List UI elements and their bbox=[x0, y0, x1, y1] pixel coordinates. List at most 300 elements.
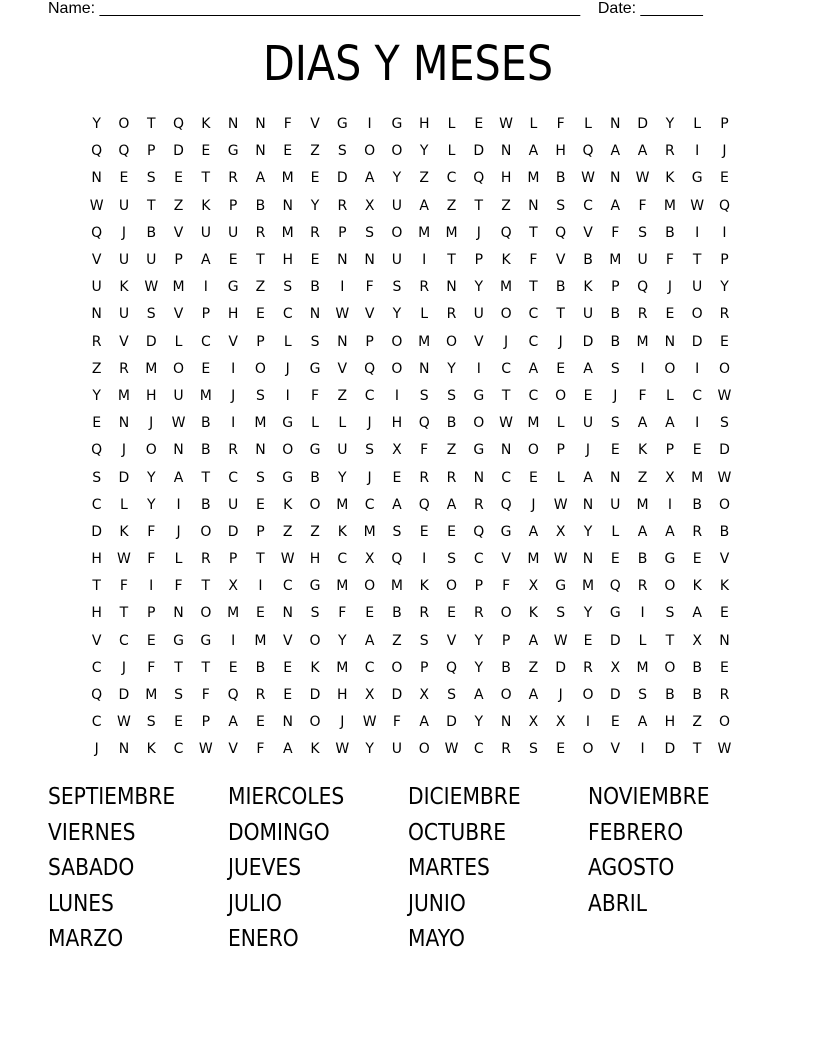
grid-letter: F bbox=[256, 741, 265, 758]
word-list-item: DOMINGO bbox=[228, 819, 330, 846]
grid-letter: A bbox=[583, 360, 593, 377]
grid-letter: U bbox=[146, 252, 157, 269]
grid-letter: C bbox=[364, 496, 375, 513]
grid-letter: N bbox=[610, 469, 621, 486]
grid-letter: Q bbox=[418, 496, 430, 513]
grid-letter: Q bbox=[445, 659, 458, 676]
grid-letter: A bbox=[528, 143, 539, 160]
grid-row bbox=[83, 437, 743, 464]
grid-letter: K bbox=[310, 659, 320, 676]
word-list-item: OCTUBRE bbox=[408, 819, 506, 846]
grid-letter: R bbox=[719, 687, 730, 704]
word-list bbox=[48, 780, 788, 958]
grid-letter: Q bbox=[555, 224, 567, 241]
grid-letter: R bbox=[473, 496, 484, 513]
grid-letter: I bbox=[258, 578, 263, 595]
grid-letter: D bbox=[309, 687, 321, 704]
grid-letter: Q bbox=[173, 116, 185, 133]
grid-letter: O bbox=[664, 659, 676, 676]
grid-letter: J bbox=[231, 387, 236, 404]
word-list-item: ABRIL bbox=[588, 890, 648, 917]
grid-letter: T bbox=[201, 578, 211, 595]
grid-letter: J bbox=[476, 224, 481, 241]
grid-letter: P bbox=[720, 252, 729, 269]
grid-letter: K bbox=[119, 523, 129, 540]
grid-letter: W bbox=[144, 279, 159, 296]
grid-letter: F bbox=[147, 523, 156, 540]
grid-letter: V bbox=[446, 632, 457, 649]
grid-letter: O bbox=[391, 659, 403, 676]
grid-letter: O bbox=[309, 632, 321, 649]
grid-letter: T bbox=[201, 469, 211, 486]
grid-letter: D bbox=[609, 632, 621, 649]
grid-letter: G bbox=[309, 442, 321, 459]
grid-letter: M bbox=[254, 415, 267, 432]
grid-letter: S bbox=[92, 469, 102, 486]
grid-letter: I bbox=[667, 496, 672, 513]
grid-row bbox=[83, 111, 743, 138]
grid-letter: I bbox=[695, 360, 700, 377]
grid-row bbox=[83, 600, 743, 627]
grid-letter: M bbox=[609, 252, 622, 269]
grid-letter: N bbox=[255, 143, 266, 160]
grid-letter: A bbox=[610, 197, 621, 214]
grid-letter: F bbox=[283, 116, 292, 133]
grid-letter: U bbox=[118, 197, 130, 214]
grid-letter: V bbox=[228, 333, 238, 350]
grid-letter: V bbox=[173, 306, 184, 323]
grid-letter: I bbox=[640, 360, 645, 377]
grid-letter: P bbox=[419, 659, 429, 676]
grid-letter: M bbox=[336, 496, 349, 513]
grid-letter: R bbox=[419, 279, 430, 296]
grid-letter: C bbox=[337, 551, 348, 568]
grid-letter: N bbox=[227, 116, 239, 133]
grid-letter: C bbox=[692, 387, 703, 404]
grid-letter: E bbox=[610, 442, 620, 459]
grid-letter: X bbox=[610, 659, 621, 676]
grid-letter: W bbox=[635, 170, 650, 187]
grid-letter: P bbox=[201, 714, 211, 731]
grid-letter: U bbox=[610, 496, 621, 513]
grid-letter: P bbox=[611, 279, 620, 296]
grid-letter: W bbox=[335, 306, 350, 323]
grid-letter: A bbox=[528, 687, 539, 704]
grid-letter: D bbox=[91, 523, 103, 540]
grid-row bbox=[83, 274, 743, 301]
grid-letter: E bbox=[310, 252, 320, 269]
grid-letter: J bbox=[149, 415, 154, 432]
grid-letter: M bbox=[527, 551, 540, 568]
grid-letter: X bbox=[392, 442, 402, 459]
grid-letter: B bbox=[310, 279, 320, 296]
grid-letter: S bbox=[283, 279, 293, 296]
grid-letter: I bbox=[422, 551, 427, 568]
grid-letter: B bbox=[201, 415, 211, 432]
grid-letter: N bbox=[309, 306, 321, 323]
grid-letter: G bbox=[200, 632, 212, 649]
grid-letter: P bbox=[201, 306, 211, 323]
grid-letter: X bbox=[528, 714, 539, 731]
grid-letter: S bbox=[556, 605, 566, 622]
grid-letter: J bbox=[121, 659, 127, 676]
grid-letter: A bbox=[528, 523, 539, 540]
grid-letter: L bbox=[529, 116, 538, 133]
grid-letter: Q bbox=[91, 143, 103, 160]
grid-letter: D bbox=[118, 687, 130, 704]
grid-letter: C bbox=[173, 741, 184, 758]
grid-letter: B bbox=[610, 306, 621, 323]
grid-letter: B bbox=[555, 279, 566, 296]
grid-letter: F bbox=[338, 605, 347, 622]
grid-letter: Q bbox=[118, 143, 130, 160]
grid-letter: K bbox=[146, 741, 156, 758]
grid-letter: I bbox=[695, 143, 700, 160]
grid-letter: K bbox=[201, 197, 211, 214]
grid-letter: J bbox=[176, 523, 181, 540]
grid-letter: R bbox=[228, 442, 238, 459]
grid-letter: G bbox=[173, 632, 184, 649]
grid-letter: A bbox=[228, 714, 238, 731]
grid-letter: O bbox=[418, 741, 430, 758]
grid-letter: H bbox=[282, 252, 293, 269]
grid-letter: Y bbox=[92, 387, 101, 404]
word-list-item: AGOSTO bbox=[588, 855, 675, 881]
grid-letter: N bbox=[473, 469, 485, 486]
grid-letter: N bbox=[582, 551, 594, 568]
grid-letter: E bbox=[256, 714, 265, 731]
grid-letter: E bbox=[92, 415, 102, 432]
grid-letter: V bbox=[583, 224, 593, 241]
grid-letter: H bbox=[664, 714, 676, 731]
grid-letter: J bbox=[367, 469, 372, 486]
grid-letter: C bbox=[119, 632, 129, 649]
grid-letter: Q bbox=[582, 143, 594, 160]
grid-letter: C bbox=[91, 496, 102, 513]
grid-letter: W bbox=[553, 496, 568, 513]
grid-row bbox=[83, 492, 743, 519]
grid-letter: B bbox=[583, 252, 593, 269]
grid-letter: N bbox=[337, 252, 348, 269]
grid-letter: V bbox=[119, 333, 129, 350]
grid-letter: K bbox=[283, 496, 293, 513]
grid-letter: Q bbox=[227, 687, 239, 704]
grid-letter: E bbox=[392, 469, 402, 486]
grid-letter: P bbox=[174, 252, 183, 269]
page-title: DIAS Y MESES bbox=[262, 36, 554, 92]
grid-letter: S bbox=[365, 442, 375, 459]
word-list-item: FEBRERO bbox=[588, 819, 684, 846]
grid-letter: W bbox=[335, 741, 350, 758]
grid-letter: O bbox=[527, 442, 539, 459]
grid-letter: P bbox=[256, 333, 265, 350]
grid-letter: Z bbox=[446, 197, 457, 214]
grid-letter: C bbox=[282, 306, 293, 323]
grid-letter: E bbox=[174, 170, 183, 187]
grid-letter: W bbox=[280, 551, 295, 568]
grid-row bbox=[83, 709, 743, 736]
grid-letter: G bbox=[391, 116, 403, 133]
grid-letter: M bbox=[363, 523, 376, 540]
grid-letter: Q bbox=[718, 197, 730, 214]
grid-letter: Q bbox=[418, 415, 430, 432]
grid-letter: U bbox=[391, 197, 403, 214]
grid-letter: Y bbox=[146, 496, 156, 513]
grid-letter: M bbox=[281, 170, 294, 187]
grid-letter: H bbox=[337, 687, 348, 704]
grid-letter: S bbox=[638, 687, 648, 704]
grid-letter: T bbox=[119, 605, 129, 622]
grid-letter: V bbox=[501, 551, 511, 568]
grid-letter: E bbox=[283, 687, 293, 704]
grid-letter: Y bbox=[720, 279, 729, 296]
grid-letter: E bbox=[720, 170, 729, 187]
grid-letter: R bbox=[446, 306, 457, 323]
grid-letter: Z bbox=[637, 469, 648, 486]
grid-letter: L bbox=[120, 496, 128, 513]
grid-letter: E bbox=[556, 360, 566, 377]
grid-letter: L bbox=[447, 143, 456, 160]
grid-letter: L bbox=[611, 523, 620, 540]
grid-letter: Z bbox=[310, 143, 320, 160]
grid-letter: N bbox=[719, 632, 730, 649]
grid-letter: E bbox=[256, 306, 265, 323]
grid-letter: P bbox=[365, 333, 374, 350]
grid-row bbox=[83, 329, 743, 356]
grid-letter: R bbox=[255, 224, 266, 241]
grid-letter: T bbox=[201, 170, 211, 187]
grid-letter: K bbox=[692, 578, 702, 595]
grid-letter: S bbox=[638, 224, 648, 241]
grid-letter: S bbox=[365, 224, 375, 241]
grid-letter: A bbox=[392, 496, 402, 513]
grid-letter: O bbox=[500, 306, 512, 323]
grid-letter: N bbox=[610, 116, 621, 133]
grid-letter: O bbox=[173, 360, 185, 377]
grid-letter: O bbox=[718, 496, 730, 513]
grid-letter: H bbox=[418, 116, 430, 133]
word-list-item: ENERO bbox=[228, 926, 299, 952]
grid-letter: F bbox=[174, 578, 183, 595]
grid-letter: D bbox=[719, 442, 730, 459]
grid-letter: O bbox=[664, 360, 676, 377]
grid-letter: N bbox=[255, 442, 266, 459]
grid-letter: M bbox=[145, 687, 158, 704]
grid-letter: J bbox=[585, 442, 591, 459]
grid-letter: Q bbox=[500, 224, 512, 241]
grid-letter: D bbox=[609, 687, 621, 704]
grid-letter: B bbox=[201, 442, 211, 459]
grid-letter: S bbox=[556, 197, 566, 214]
grid-letter: V bbox=[282, 632, 293, 649]
grid-letter: O bbox=[118, 116, 130, 133]
grid-letter: E bbox=[528, 469, 538, 486]
grid-letter: M bbox=[663, 197, 676, 214]
word-list-item: MARTES bbox=[408, 855, 490, 881]
grid-letter: E bbox=[447, 523, 456, 540]
grid-letter: V bbox=[91, 252, 102, 269]
grid-letter: H bbox=[91, 605, 102, 622]
grid-letter: C bbox=[528, 306, 539, 323]
grid-letter: G bbox=[691, 170, 703, 187]
grid-letter: O bbox=[718, 360, 730, 377]
grid-letter: T bbox=[529, 224, 538, 241]
grid-letter: U bbox=[200, 224, 211, 241]
grid-letter: Y bbox=[338, 632, 347, 649]
grid-letter: K bbox=[665, 170, 675, 187]
grid-letter: P bbox=[720, 116, 729, 133]
grid-letter: Y bbox=[92, 116, 101, 133]
grid-letter: V bbox=[474, 333, 484, 350]
grid-letter: A bbox=[282, 741, 293, 758]
grid-letter: C bbox=[501, 469, 511, 486]
grid-letter: K bbox=[419, 578, 429, 595]
grid-letter: R bbox=[637, 306, 648, 323]
grid-letter: Z bbox=[282, 523, 293, 540]
grid-letter: M bbox=[691, 469, 704, 486]
grid-letter: W bbox=[553, 632, 568, 649]
grid-letter: S bbox=[310, 605, 320, 622]
grid-letter: U bbox=[228, 224, 239, 241]
grid-letter: A bbox=[474, 687, 484, 704]
grid-letter: P bbox=[147, 143, 156, 160]
grid-letter: E bbox=[610, 714, 620, 731]
grid-letter: U bbox=[228, 496, 239, 513]
grid-letter: I bbox=[203, 279, 208, 296]
word-list-item: VIERNES bbox=[48, 819, 136, 846]
grid-row bbox=[83, 573, 743, 600]
grid-letter: N bbox=[173, 605, 184, 622]
grid-letter: E bbox=[720, 333, 729, 350]
grid-letter: M bbox=[636, 659, 649, 676]
grid-letter: D bbox=[664, 741, 676, 758]
grid-letter: O bbox=[500, 687, 512, 704]
word-list-item: NOVIEMBRE bbox=[588, 784, 710, 810]
grid-letter: M bbox=[199, 387, 212, 404]
grid-letter: R bbox=[337, 197, 348, 214]
grid-letter: N bbox=[364, 252, 375, 269]
grid-letter: T bbox=[201, 659, 211, 676]
grid-letter: M bbox=[254, 632, 267, 649]
grid-letter: Q bbox=[500, 496, 512, 513]
grid-letter: R bbox=[501, 741, 511, 758]
grid-letter: X bbox=[665, 469, 675, 486]
grid-letter: Y bbox=[474, 659, 484, 676]
grid-letter: J bbox=[340, 714, 345, 731]
grid-row bbox=[83, 301, 743, 328]
grid-letter: Q bbox=[91, 224, 103, 241]
grid-letter: J bbox=[558, 333, 563, 350]
grid-letter: P bbox=[474, 252, 484, 269]
grid-letter: I bbox=[340, 279, 345, 296]
grid-letter: S bbox=[665, 605, 675, 622]
grid-letter: W bbox=[171, 415, 186, 432]
grid-letter: R bbox=[719, 306, 730, 323]
grid-letter: E bbox=[610, 551, 620, 568]
grid-letter: Z bbox=[392, 632, 402, 649]
grid-letter: C bbox=[200, 333, 211, 350]
grid-letter: O bbox=[200, 523, 212, 540]
grid-letter: C bbox=[473, 551, 484, 568]
grid-letter: R bbox=[665, 143, 675, 160]
grid-letter: Y bbox=[583, 523, 593, 540]
grid-letter: J bbox=[367, 415, 372, 432]
grid-letter: I bbox=[640, 605, 645, 622]
grid-letter: Y bbox=[392, 306, 402, 323]
grid-letter: E bbox=[310, 170, 320, 187]
grid-letter: F bbox=[665, 252, 674, 269]
grid-letter: E bbox=[692, 442, 702, 459]
grid-letter: X bbox=[555, 714, 566, 731]
grid-letter: M bbox=[418, 224, 431, 241]
grid-letter: Z bbox=[501, 197, 511, 214]
grid-letter: P bbox=[147, 605, 156, 622]
grid-letter: Y bbox=[474, 714, 484, 731]
grid-letter: G bbox=[609, 605, 621, 622]
grid-letter: T bbox=[529, 279, 538, 296]
grid-letter: I bbox=[367, 116, 372, 133]
grid-letter: U bbox=[473, 306, 484, 323]
grid-letter: W bbox=[117, 551, 131, 568]
grid-letter: I bbox=[231, 632, 236, 649]
grid-letter: L bbox=[638, 632, 647, 649]
grid-letter: S bbox=[610, 415, 620, 432]
grid-letter: T bbox=[556, 306, 565, 323]
grid-letter: A bbox=[364, 632, 375, 649]
grid-letter: R bbox=[419, 469, 430, 486]
grid-letter: K bbox=[637, 442, 648, 459]
grid-letter: B bbox=[692, 496, 702, 513]
grid-letter: O bbox=[364, 578, 376, 595]
grid-letter: O bbox=[145, 442, 157, 459]
grid-letter: D bbox=[446, 714, 457, 731]
grid-letter: E bbox=[419, 523, 429, 540]
grid-letter: G bbox=[336, 116, 348, 133]
grid-letter: O bbox=[664, 578, 676, 595]
grid-letter: N bbox=[418, 360, 430, 377]
grid-letter: B bbox=[637, 551, 648, 568]
grid-letter: S bbox=[146, 306, 156, 323]
grid-letter: R bbox=[419, 605, 430, 622]
grid-letter: N bbox=[664, 333, 676, 350]
grid-letter: R bbox=[473, 605, 484, 622]
grid-letter: N bbox=[528, 197, 539, 214]
grid-letter: Z bbox=[419, 170, 429, 187]
grid-letter: E bbox=[720, 659, 729, 676]
grid-letter: L bbox=[665, 387, 674, 404]
grid-row bbox=[83, 165, 743, 192]
grid-letter: O bbox=[364, 143, 376, 160]
grid-letter: E bbox=[447, 605, 456, 622]
grid-letter: B bbox=[501, 659, 511, 676]
grid-letter: N bbox=[282, 714, 293, 731]
grid-letter: I bbox=[695, 415, 700, 432]
grid-letter: K bbox=[719, 578, 730, 595]
grid-letter: M bbox=[527, 170, 540, 187]
grid-letter: D bbox=[173, 143, 184, 160]
word-list-item: MIERCOLES bbox=[228, 784, 345, 810]
grid-letter: Q bbox=[91, 442, 103, 459]
grid-letter: P bbox=[228, 197, 238, 214]
grid-letter: M bbox=[636, 333, 649, 350]
grid-letter: J bbox=[613, 387, 618, 404]
grid-letter: W bbox=[117, 714, 131, 731]
grid-letter: Y bbox=[419, 143, 429, 160]
grid-letter: M bbox=[172, 279, 185, 296]
grid-letter: E bbox=[583, 387, 593, 404]
grid-letter: T bbox=[146, 197, 156, 214]
grid-letter: Z bbox=[446, 442, 457, 459]
